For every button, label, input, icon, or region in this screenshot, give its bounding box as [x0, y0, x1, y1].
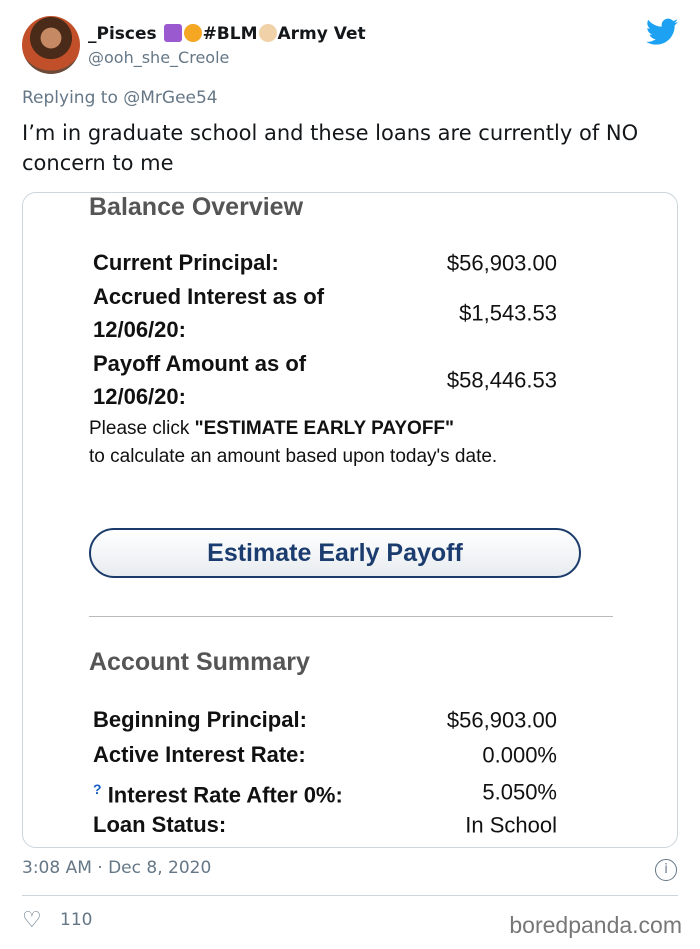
tweet-timestamp[interactable]: 3:08 AM · Dec 8, 2020	[22, 858, 212, 878]
estimate-early-payoff-button[interactable]: Estimate Early Payoff	[89, 528, 581, 578]
heart-icon[interactable]: ♡	[22, 908, 42, 933]
balance-row: Accrued Interest as of 12/06/20: $1,543.53	[93, 284, 557, 342]
pisces-emoji-icon	[164, 24, 182, 42]
payoff-note: Please click "ESTIMATE EARLY PAYOFF" to calculate an amount based upon today's date.	[89, 418, 498, 467]
balance-row: Payoff Amount as of 12/06/20: $58,446.53	[93, 351, 557, 409]
balance-overview-title: Balance Overview	[89, 193, 304, 221]
summary-row: Active Interest Rate: 0.000%	[93, 742, 557, 767]
summary-row: Loan Status: In School	[93, 812, 557, 837]
user-handle[interactable]: @ooh_she_Creole	[88, 48, 230, 67]
fist-emoji-icon	[259, 24, 277, 42]
watermark: boredpanda.com	[509, 912, 682, 938]
replying-to[interactable]: Replying to @MrGee54	[22, 88, 218, 108]
balance-row: Current Principal: $56,903.00	[93, 250, 557, 275]
display-name[interactable]: _Pisces #BLM Army Vet	[88, 24, 366, 44]
twitter-bird-icon[interactable]	[646, 18, 678, 46]
avatar[interactable]	[22, 16, 80, 74]
like-count: 110	[60, 910, 93, 930]
summary-row: ? Interest Rate After 0%: 5.050%	[93, 779, 557, 808]
fish-emoji-icon	[184, 24, 202, 42]
screenshot-card[interactable]	[22, 192, 678, 848]
info-icon[interactable]: i	[655, 859, 677, 881]
tweet-text: I’m in graduate school and these loans are currently of NO concern to me	[22, 121, 639, 175]
summary-row: Beginning Principal: $56,903.00	[93, 707, 557, 732]
divider	[89, 616, 613, 617]
account-summary-title: Account Summary	[89, 648, 310, 676]
help-icon[interactable]: ?	[93, 781, 102, 797]
divider	[22, 895, 678, 896]
